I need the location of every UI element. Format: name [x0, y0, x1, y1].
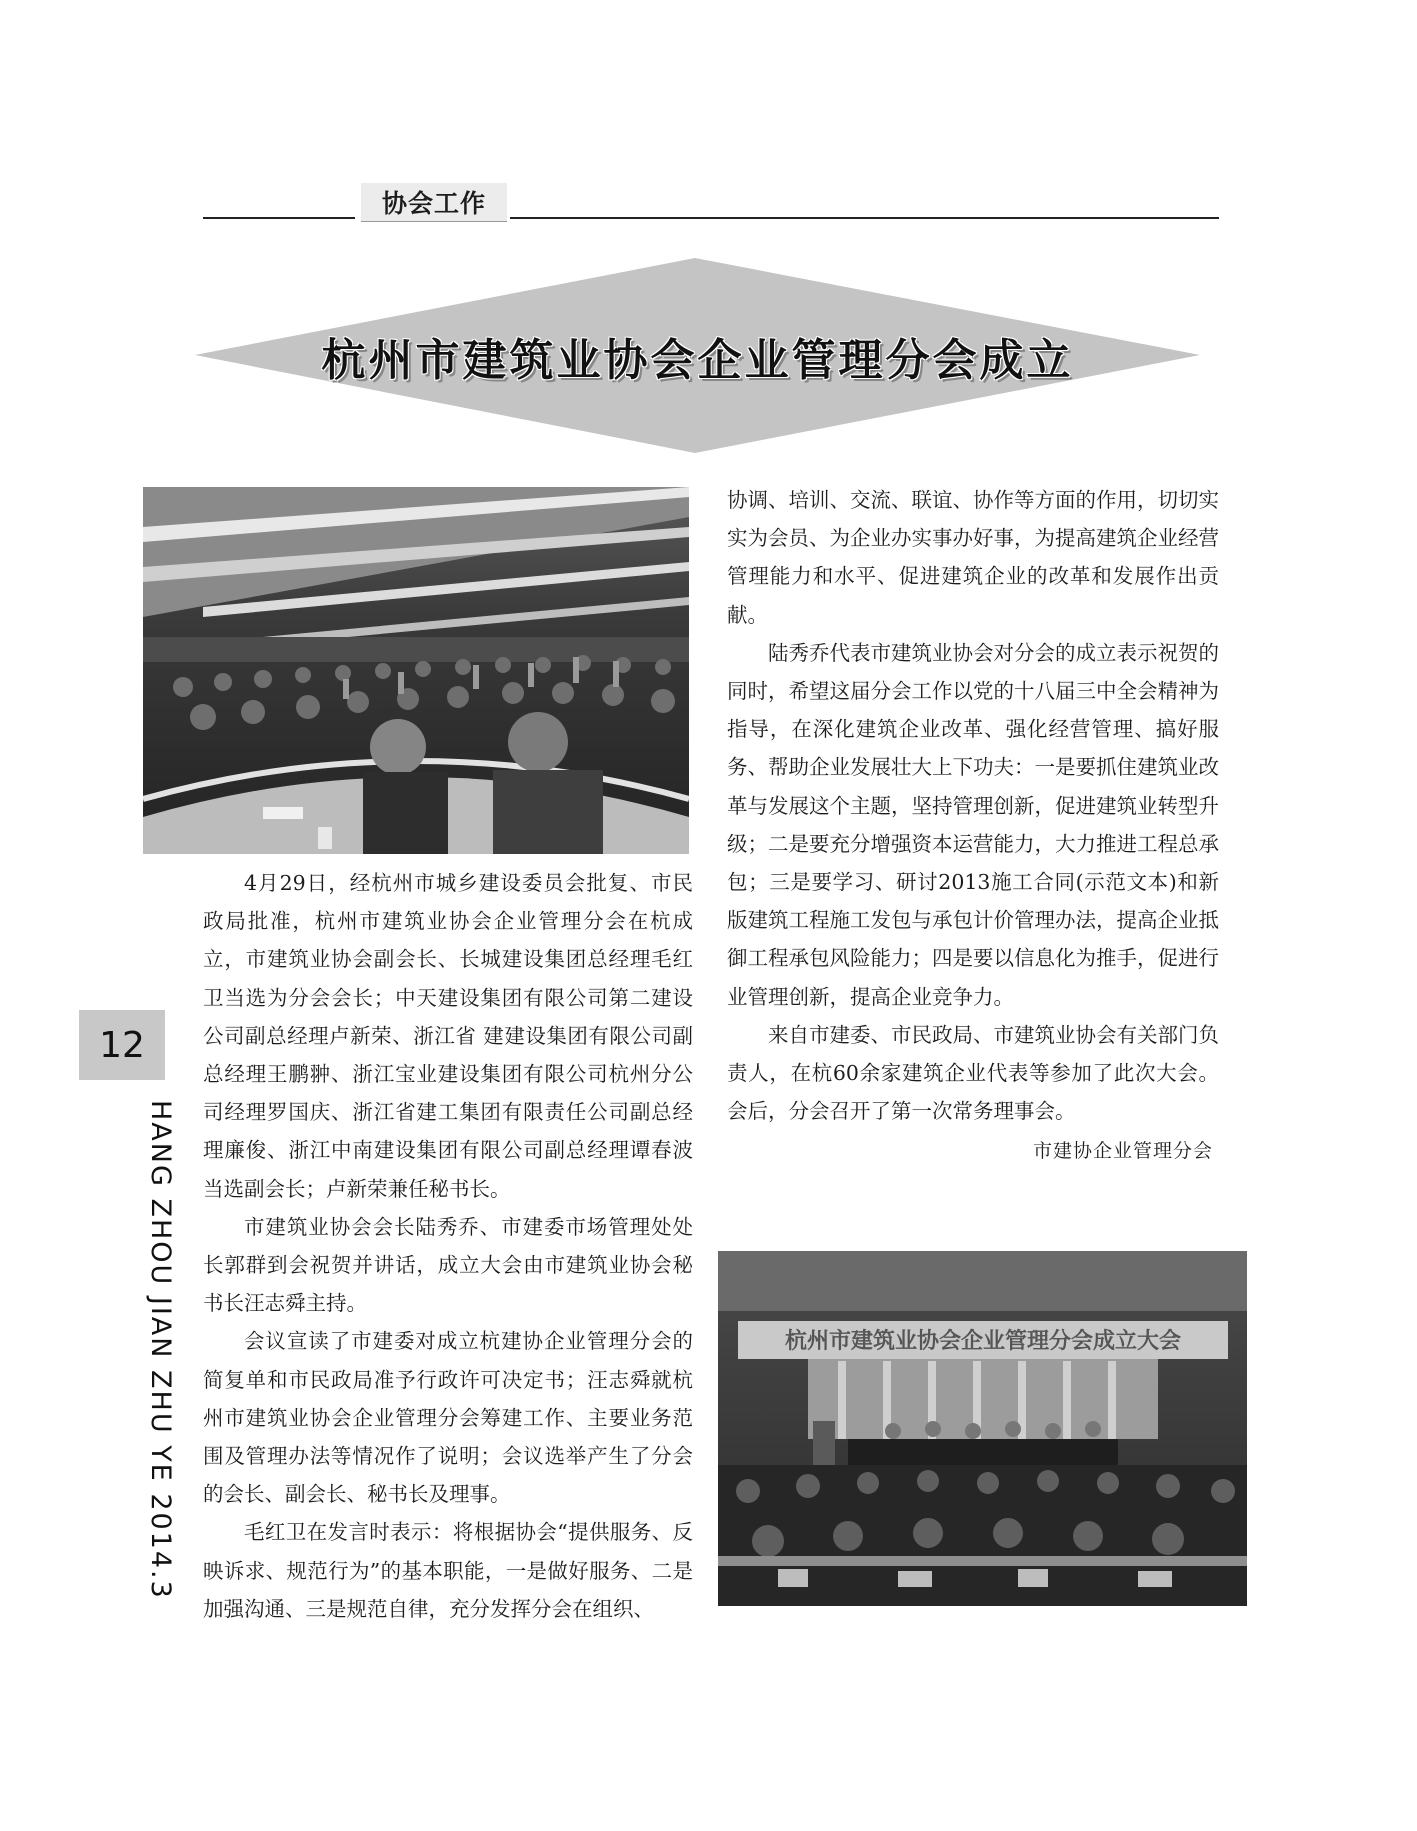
page-number: 12 — [79, 1010, 165, 1080]
header-rule-left — [203, 217, 355, 219]
section-label: 协会工作 — [361, 183, 507, 222]
conference-banner-text: 杭州市建筑业协会企业管理分会成立大会 — [784, 1329, 1182, 1354]
conference-stage-photo — [718, 1251, 1247, 1606]
article-paragraph-continued: 协调、培训、交流、联谊、协作等方面的作用，切切实实为会员、为企业办实事办好事，为提高建筑企业经营管理能力和水平、促进建筑企业的改革和发展作出贡献。 — [727, 488, 1219, 627]
article-byline: 市建协企业管理分会 — [1032, 1140, 1213, 1163]
title-banner — [195, 258, 1200, 453]
article-paragraph: 陆秀乔代表市建筑业协会对分会的成立表示祝贺的同时，希望这届分会工作以党的十八届三中全会精神为指导，在深化建筑企业改革、强化经营管理、搞好服务、帮助企业发展壮大上下功夫：一是要抓住建筑业改革与发展这个主题，坚持管理创新，促进建筑业转型升级；二是要充分增强资本运营能力，大力推进工程总承包；三是要学习、研讨2013施工合同(示范文本)和新版建筑工程施工发包与承包计价管理办法，提高企业抵御工程承包风险能力；四是要以信息化为推手，促进行业管理创新，提高企业竞争力。 — [727, 640, 1219, 1009]
article-paragraph: 市建筑业协会会长陆秀乔、市建委市场管理处处长郭群到会祝贺并讲话，成立大会由市建筑业协会秘书长汪志舜主持。 — [203, 1214, 693, 1316]
article-paragraph: 会议宣读了市建委对成立杭建协企业管理分会的简复单和市民政局准予行政许可决定书；汪志舜就杭州市建筑业协会企业管理分会筹建工作、主要业务范围及管理办法等情况作了说明；会议选举产生了分会的会长、副会长、秘书长及理事。 — [203, 1329, 693, 1507]
article-body-right-column — [727, 481, 1219, 1171]
article-paragraph: 毛红卫在发言时表示：将根据协会“提供服务、反映诉求、规范行为”的基本职能，一是做好服务、二是加强沟通、三是规范自律，充分发挥分会在组织、 — [203, 1520, 693, 1621]
journal-name-vertical: HANG ZHOU JIAN ZHU YE 2014.3 — [145, 1100, 176, 1600]
section-header — [203, 183, 1219, 223]
article-body-left-column — [203, 864, 693, 1628]
article-paragraph: 4月29日，经杭州市城乡建设委员会批复、市民政局批准，杭州市建筑业协会企业管理分会在杭成立，市建筑业协会副会长、长城建设集团总经理毛红卫当选为分会会长；中天建设集团有限公司第二建设公司副总经理卢新荣、浙江省 建建设集团有限公司副总经理王鹏翀、浙江宝业建设集团有限公司杭州分公司经理罗国庆、浙江省建工集团有限责任公司副总经理廉俊、浙江中南建设集团有限公司副总经理谭春波当选副会长；卢新荣兼任秘书长。 — [203, 871, 693, 1201]
header-rule-right — [510, 217, 1219, 219]
article-title: 杭州市建筑业协会企业管理分会成立 — [321, 334, 1074, 386]
meeting-hands-raised-photo — [143, 487, 689, 854]
article-paragraph: 来自市建委、市民政局、市建筑业协会有关部门负责人，在杭60余家建筑企业代表等参加了此次大会。会后，分会召开了第一次常务理事会。 — [727, 1022, 1219, 1124]
